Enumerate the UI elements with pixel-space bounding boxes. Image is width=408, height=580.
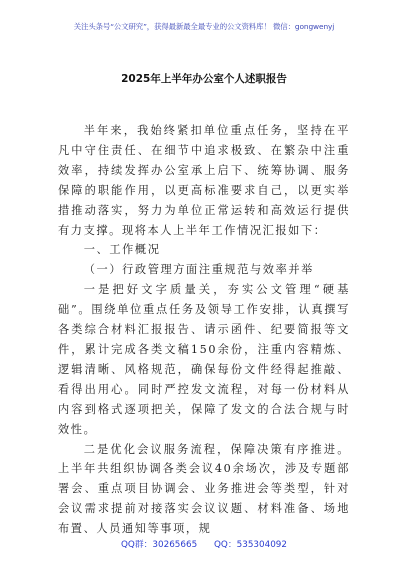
qq-group-number: QQ群：30265665	[120, 540, 198, 550]
qq-number: QQ：535304092	[213, 540, 288, 550]
promo-banner: 关注头条号“公文研究”，获得最新最全最专业的公文资料库！ 微信：gongwenyj	[73, 22, 335, 31]
body-paragraph: 二是优化会议服务流程，保障决策有序推进。上半年共组织协调各类会议40余场次，涉及专题部署会、重点项目协调会、业务推进会等类型，针对会议需求提前对接落实会议议题、材料准备、场地布置、人员通知等事项，规	[58, 442, 350, 536]
document-body	[58, 121, 350, 539]
intro-paragraph: 半年来，我始终紧扣单位重点任务，坚持在平凡中守住责任、在细节中追求极致、在繁杂中注重效率，持续发挥办公室承上启下、统筹协调、服务保障的职能作用，以更高标准要求自己，以更实举措推动落实，努力为单位正常运转和高效运行提供有力支撑。现将本人上半年工作情况汇报如下：	[58, 124, 350, 237]
footer-contacts	[0, 537, 408, 550]
body-paragraph: 一是把好文字质量关，夯实公文管理“硬基础”。围绕单位重点任务及领导工作安排，认真撰写各类综合材料汇报报告、请示函件、纪要简报等文件，累计完成各类文稿150余份，注重内容精炼、逻辑清晰、风格规范，确保每份文件经得起推敲、看得出用心。同时严控发文流程，对每一份材料从内容到格式逐项把关，保障了发文的合法合规与时效性。	[58, 283, 350, 436]
document-title: 2025年上半年办公室个人述职报告	[121, 73, 287, 85]
subsection-heading: （一）行政管理方面注重规范与效率并举	[83, 263, 314, 277]
section-heading: 一、工作概况	[83, 243, 161, 257]
